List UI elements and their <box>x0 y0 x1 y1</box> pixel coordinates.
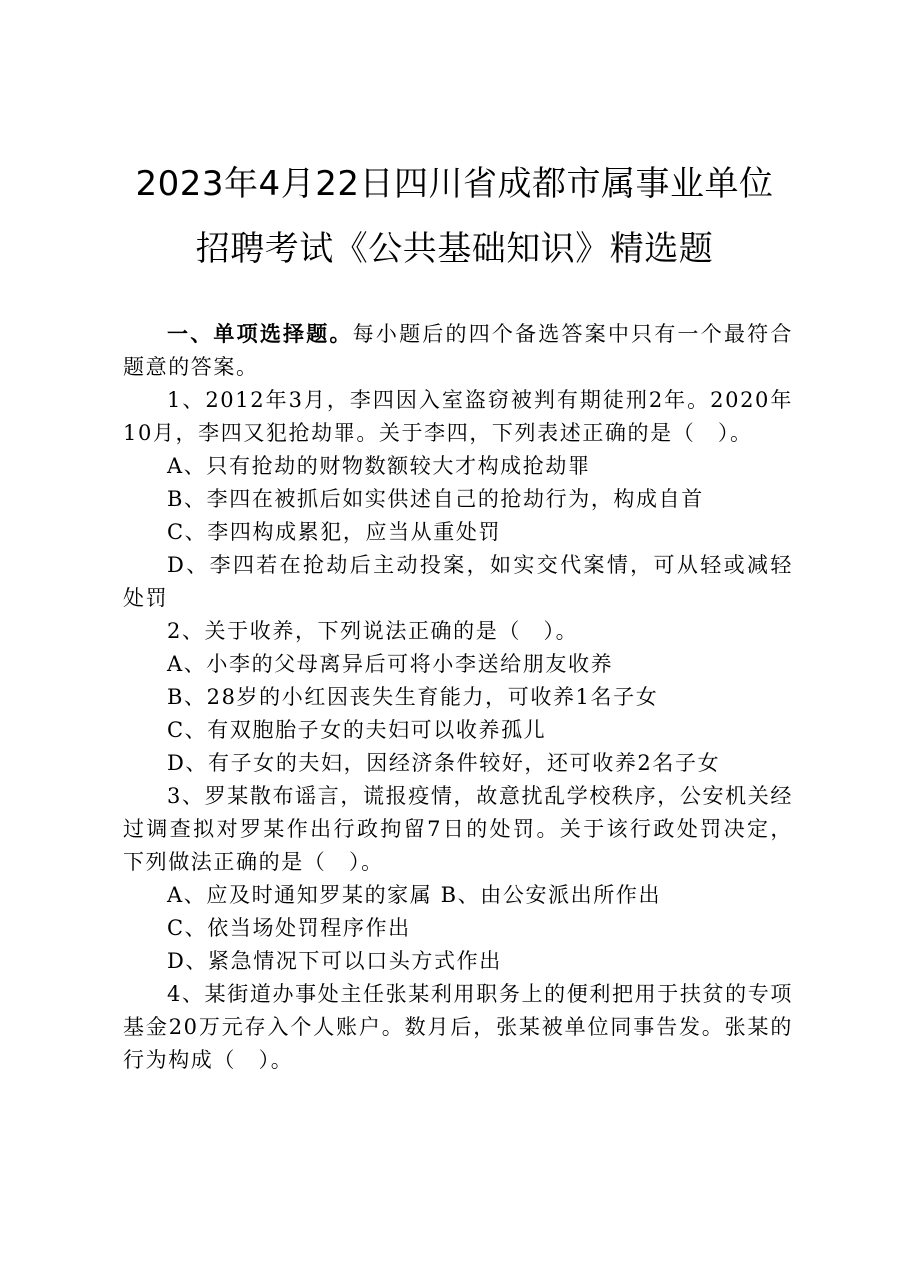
section-label: 一、单项选择题。 <box>167 321 353 346</box>
question-1-option-a: A、只有抢劫的财物数额较大才构成抢劫罪 <box>167 454 591 478</box>
question-2-stem: 2、关于收养，下列说法正确的是（ ）。 <box>167 619 579 643</box>
document-title-line-1: 2023年4月22日四川省成都市属事业单位 <box>135 164 774 204</box>
question-3-options-a-b: A、应及时通知罗某的家属 B、由公安派出所作出 <box>167 883 662 907</box>
question-3-option-c: C、依当场处罚程序作出 <box>167 916 411 940</box>
section-description: 每小题后的四个备选答案中只有一个最符合题意的答案。 <box>123 322 793 379</box>
question-3-option-d: D、紧急情况下可以口头方式作出 <box>167 949 502 973</box>
question-1-option-c: C、李四构成累犯，应当从重处罚 <box>167 520 502 544</box>
question-2-option-a: A、小李的父母离异后可将小李送给朋友收养 <box>167 652 614 676</box>
question-2-option-d: D、有子女的夫妇，因经济条件较好，还可收养2名子女 <box>167 751 721 775</box>
document-body <box>123 317 793 1077</box>
question-1-option-d: D、李四若在抢劫后主动投案，如实交代案情，可从轻或减轻处罚 <box>123 553 793 610</box>
question-1-option-b: B、李四在被抓后如实供述自己的抢劫行为，构成自首 <box>167 487 704 511</box>
question-4-stem: 4、某街道办事处主任张某利用职务上的便利把用于扶贫的专项基金20万元存入个人账户。数月后，张某被单位同事告发。张某的行为构成（ ）。 <box>123 982 793 1072</box>
question-1-stem: 1、2012年3月，李四因入室盗窃被判有期徒刑2年。2020年10月，李四又犯抢劫罪。关于李四，下列表述正确的是（ ）。 <box>123 388 793 445</box>
question-2-option-c: C、有双胞胎子女的夫妇可以收养孤儿 <box>167 718 547 742</box>
question-2-option-b: B、28岁的小红因丧失生育能力，可收养1名子女 <box>167 685 659 709</box>
document-title-line-2: 招聘考试《公共基础知识》精选题 <box>195 229 714 269</box>
section-heading <box>123 317 793 384</box>
question-3-stem: 3、罗某散布谣言，谎报疫情，故意扰乱学校秩序，公安机关经过调查拟对罗某作出行政拘留7日的处罚。关于该行政处罚决定，下列做法正确的是（ ）。 <box>123 784 793 874</box>
